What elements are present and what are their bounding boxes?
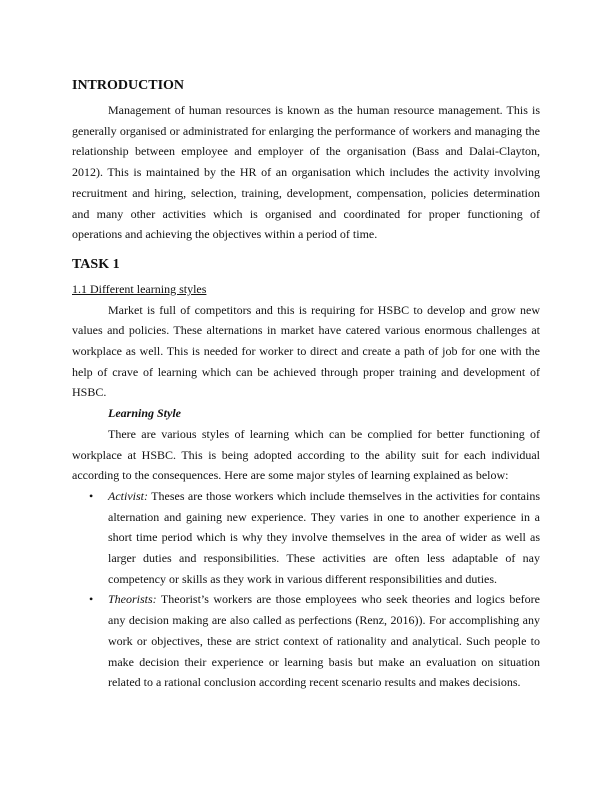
list-item-term: Activist: bbox=[108, 488, 148, 503]
bullet-icon: • bbox=[89, 488, 94, 503]
list-item-text: Theses are those workers which include themselves in the activities for contains alternation and gaining new experience. They varies in one to another experience in a short time period which is why they involve themselves in the area of wider as well as larger duties and responsibilities. These activities are often less adaptable of nay competency or skills as they work in various different responsibilities and duties. bbox=[108, 488, 540, 586]
introduction-paragraph: Management of human resources is known as the human resource management. This is generally organised or administrated for enlarging the performance of workers and managing the relationship between employee and employer of the organisation (Bass and Dalai-Clayton, 2012). This is maintained by the HR of an organisation which includes the activity involving recruitment and hiring, selection, training, development, compensation, policies determination and many other activities which is organised and coordinated for proper functioning of operations and achieving the objectives within a period of time. bbox=[72, 103, 540, 242]
list-item-term: Theorists: bbox=[108, 592, 157, 607]
learning-styles-list bbox=[72, 486, 540, 693]
document-page bbox=[72, 76, 540, 693]
learning-style-paragraph: There are various styles of learning which can be complied for better functioning of workplace at HSBC. This is being adopted according to the ability suit for each individual according to the consequences. Here are some major styles of learning explained as below: bbox=[72, 426, 540, 483]
introduction-heading: INTRODUCTION bbox=[72, 78, 185, 93]
section-subheading: 1.1 Different learning styles bbox=[72, 281, 207, 296]
market-paragraph: Market is full of competitors and this is requiring for HSBC to develop and grow new values and policies. These alternations in market have catered various enormous challenges at workplace as well. This is needed for worker to direct and create a path of job for one with the help of crave of learning which can be achieved through proper training and development of HSBC. bbox=[72, 302, 540, 400]
learning-style-heading: Learning Style bbox=[108, 406, 182, 421]
list-item bbox=[72, 589, 540, 693]
list-item-text: Theorist’s workers are those employees who seek theories and logics before any decision making are also called as perfections (Renz, 2016)). For accomplishing any work or objectives, these are strict context of rationality and analytical. Such people to make decision their experience or learning basis but make an evaluation on situation related to a rational conclusion according recent scenario results and makes decisions. bbox=[108, 592, 540, 690]
bullet-icon: • bbox=[89, 592, 94, 607]
task1-heading: TASK 1 bbox=[72, 256, 120, 272]
list-item bbox=[72, 486, 540, 590]
